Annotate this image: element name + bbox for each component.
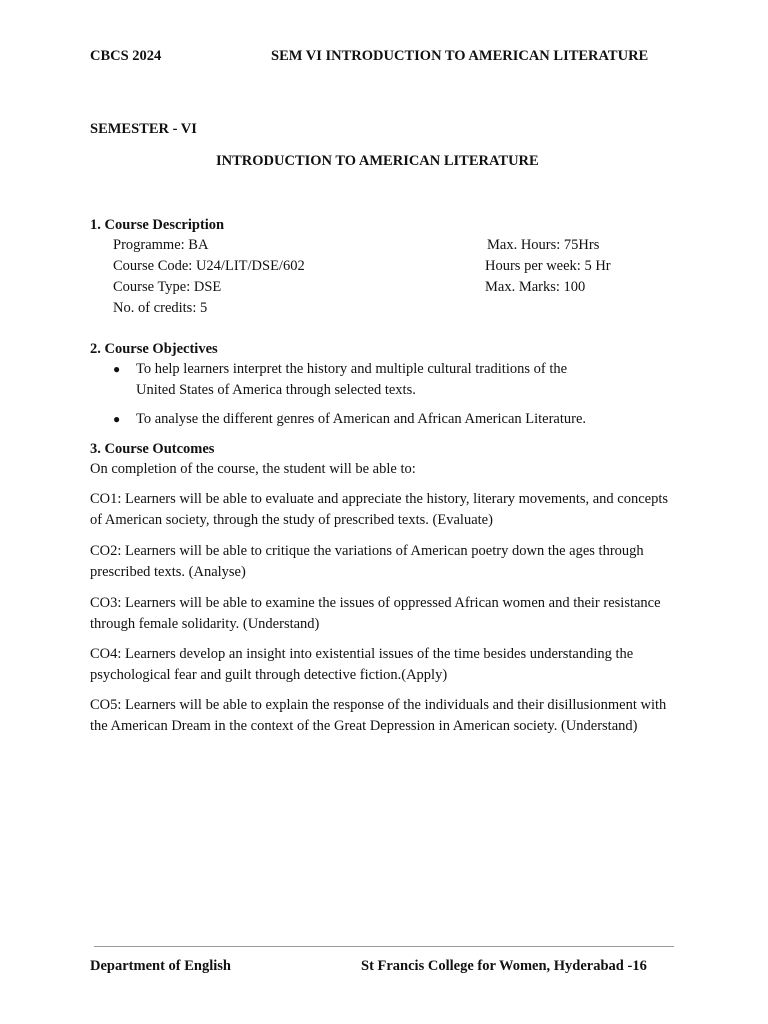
- outcome-co1: CO1: Learners will be able to evaluate and appreciate the history, literary movements, and concepts of American society, through the study of prescribed texts. (Evaluate): [90, 491, 669, 528]
- objective-2: To analyse the different genres of American and African American Literature.: [136, 411, 587, 427]
- credits: No. of credits: 5: [113, 300, 208, 316]
- outcomes-intro: On completion of the course, the student will be able to:: [90, 461, 416, 477]
- objective-1-line-2: United States of America through selected texts.: [136, 382, 416, 398]
- outcome-co5: CO5: Learners will be able to explain the response of the individuals and their disillusionment with the American Dream in the context of the Great Depression in American society. (Understand): [90, 697, 667, 734]
- page-title: INTRODUCTION TO AMERICAN LITERATURE: [216, 153, 539, 169]
- course-objectives-heading: 2. Course Objectives: [90, 341, 218, 357]
- header-right: SEM VI INTRODUCTION TO AMERICAN LITERATURE: [271, 48, 649, 64]
- outcome-co2: CO2: Learners will be able to critique the variations of American poetry down the ages through prescribed texts. (Analyse): [90, 543, 644, 580]
- footer-college: St Francis College for Women, Hyderabad -16: [361, 958, 647, 974]
- header-left: CBCS 2024: [90, 48, 162, 64]
- course-code: Course Code: U24/LIT/DSE/602: [113, 258, 305, 274]
- programme: Programme: BA: [113, 237, 209, 253]
- course-outcomes-heading: 3. Course Outcomes: [90, 441, 215, 457]
- objective-1-line-1: To help learners interpret the history and multiple cultural traditions of the: [136, 361, 568, 377]
- outcome-co3: CO3: Learners will be able to examine the issues of oppressed African women and their resistance through female solidarity. (Understand): [90, 595, 661, 632]
- footer-department: Department of English: [90, 958, 231, 974]
- course-description-heading: 1. Course Description: [90, 217, 225, 233]
- hours-per-week: Hours per week: 5 Hr: [485, 258, 611, 274]
- max-marks: Max. Marks: 100: [485, 279, 586, 295]
- bullet-icon: ●: [113, 412, 121, 426]
- bullet-icon: ●: [113, 362, 121, 376]
- footer-divider: [94, 946, 674, 947]
- course-type: Course Type: DSE: [113, 279, 222, 295]
- semester-label: SEMESTER - VI: [90, 121, 197, 137]
- outcome-co4: CO4: Learners develop an insight into existential issues of the time besides understanding the psychological fear and guilt through detective fiction.(Apply): [90, 646, 634, 683]
- max-hours: Max. Hours: 75Hrs: [487, 237, 600, 253]
